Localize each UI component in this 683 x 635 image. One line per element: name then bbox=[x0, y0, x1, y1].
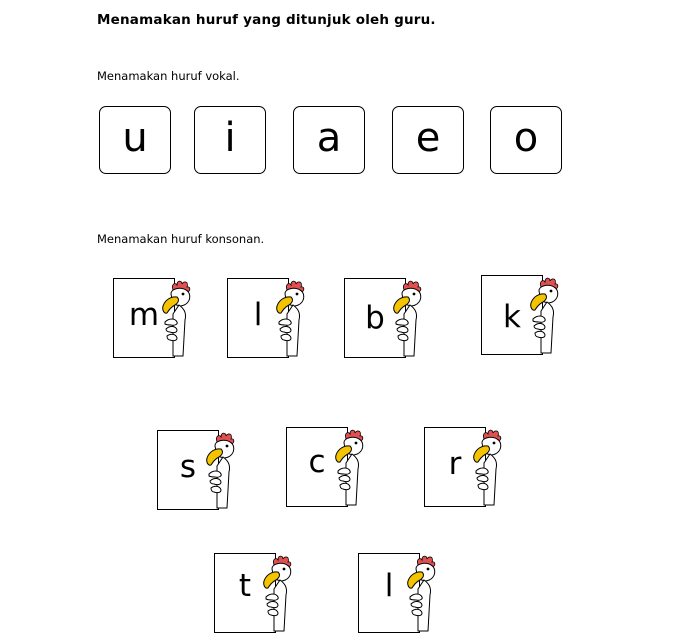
consonant-letter: l bbox=[384, 568, 394, 604]
consonant-letter: c bbox=[308, 444, 326, 480]
consonant-letter: b bbox=[365, 300, 385, 336]
vowel-section-label: Menamakan huruf vokal. bbox=[97, 69, 240, 83]
parrot-icon bbox=[161, 278, 195, 358]
vowel-card-a bbox=[293, 106, 365, 174]
parrot-icon bbox=[529, 275, 563, 355]
consonant-card-s bbox=[157, 430, 239, 512]
consonant-letter: l bbox=[253, 297, 263, 333]
worksheet-title: Menamakan huruf yang ditunjuk oleh guru. bbox=[97, 12, 436, 28]
consonant-letter: s bbox=[179, 449, 197, 485]
consonant-card-c bbox=[286, 427, 368, 509]
parrot-icon bbox=[262, 553, 296, 633]
consonant-letter: r bbox=[448, 446, 462, 482]
vowel-letter: u bbox=[122, 115, 148, 161]
vowel-card-i bbox=[194, 106, 266, 174]
vowel-card-e bbox=[392, 106, 464, 174]
consonant-card-m bbox=[113, 278, 195, 360]
vowel-card-o bbox=[490, 106, 562, 174]
consonant-card-l2 bbox=[358, 553, 440, 635]
parrot-icon bbox=[275, 278, 309, 358]
consonant-card-b bbox=[344, 278, 426, 360]
consonant-letter: t bbox=[238, 568, 252, 604]
parrot-icon bbox=[406, 553, 440, 633]
vowel-letter: o bbox=[513, 115, 539, 161]
consonant-letter: m bbox=[128, 297, 160, 333]
parrot-icon bbox=[392, 278, 426, 358]
consonant-card-t bbox=[214, 553, 296, 635]
vowel-card-u bbox=[99, 106, 171, 174]
vowel-letter: i bbox=[224, 115, 236, 161]
parrot-icon bbox=[472, 427, 506, 507]
vowel-letter: a bbox=[316, 115, 342, 161]
consonant-card-l bbox=[227, 278, 309, 360]
vowel-letter: e bbox=[415, 115, 441, 161]
consonant-card-r bbox=[424, 427, 506, 509]
consonant-section-label: Menamakan huruf konsonan. bbox=[97, 232, 265, 246]
consonant-letter: k bbox=[503, 299, 521, 335]
consonant-card-k bbox=[481, 275, 563, 357]
parrot-icon bbox=[205, 430, 239, 510]
parrot-icon bbox=[334, 427, 368, 507]
